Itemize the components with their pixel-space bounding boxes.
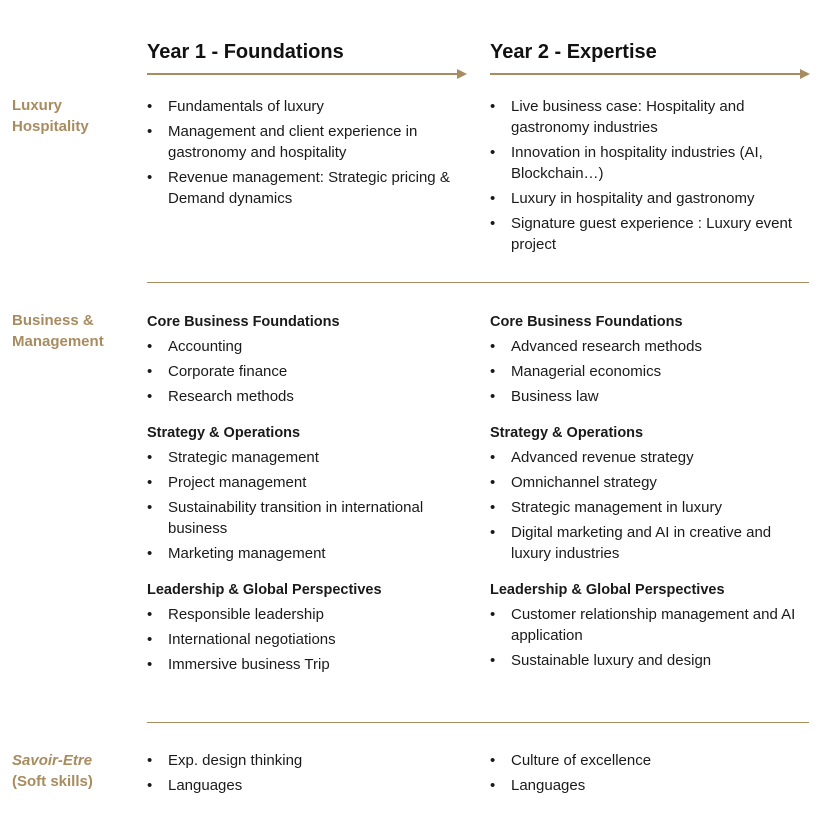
list-item: • Exp. design thinking bbox=[147, 752, 303, 769]
section-label-soft-skills bbox=[12, 750, 132, 792]
year2-arrow-icon bbox=[490, 68, 810, 80]
business-year2 bbox=[490, 312, 810, 687]
bullet-icon: • bbox=[147, 98, 153, 115]
bullet-icon: • bbox=[147, 656, 153, 673]
list-item: • Digital marketing and AI in creative and luxury industries bbox=[490, 524, 772, 562]
bullet-icon: • bbox=[147, 449, 153, 466]
subheading: Strategy & Operations bbox=[147, 425, 301, 441]
business-year1-group-strategy bbox=[147, 423, 467, 564]
list-item: • Immersive business Trip bbox=[147, 656, 330, 673]
bullet-icon: • bbox=[490, 338, 496, 355]
bullet-icon: • bbox=[147, 338, 153, 355]
business-year1 bbox=[147, 312, 467, 691]
bullet-icon: • bbox=[490, 144, 496, 161]
luxury-year1-list bbox=[147, 96, 467, 213]
list-item: • Languages bbox=[147, 777, 243, 794]
list-item: • Business law bbox=[490, 388, 599, 405]
list-item: • Managerial economics bbox=[490, 363, 662, 380]
bullet-icon: • bbox=[147, 169, 153, 186]
list-item: • Research methods bbox=[147, 388, 294, 405]
business-year2-group-leadership bbox=[490, 580, 810, 671]
list-item: • Fundamentals of luxury bbox=[147, 98, 324, 115]
list-item: • Signature guest experience : Luxury event project bbox=[490, 215, 793, 253]
business-year1-group-leadership bbox=[147, 580, 467, 675]
bullet-icon: • bbox=[147, 777, 153, 794]
bullet-icon: • bbox=[490, 752, 496, 769]
list-item: • Revenue management: Strategic pricing & Demand dynamics bbox=[147, 169, 450, 207]
list-item: • Omnichannel strategy bbox=[490, 474, 657, 491]
subheading: Strategy & Operations bbox=[490, 425, 644, 441]
luxury-year2-list bbox=[490, 96, 808, 259]
bullet-icon: • bbox=[147, 388, 153, 405]
bullet-icon: • bbox=[490, 388, 496, 405]
year1-arrow-icon bbox=[147, 68, 467, 80]
bullet-icon: • bbox=[147, 363, 153, 380]
list-item: • Marketing management bbox=[147, 545, 326, 562]
year1-title: Year 1 - Foundations bbox=[147, 41, 344, 63]
bullet-icon: • bbox=[147, 123, 153, 140]
year2-title: Year 2 - Expertise bbox=[490, 41, 657, 63]
soft-year2-list bbox=[490, 750, 810, 800]
soft-skills-label-line2: (Soft skills) bbox=[12, 773, 93, 790]
bullet-icon: • bbox=[147, 606, 153, 623]
business-year1-group-core bbox=[147, 312, 467, 407]
list-item: • Sustainability transition in international business bbox=[147, 499, 424, 537]
list-item: • Live business case: Hospitality and gastronomy industries bbox=[490, 98, 745, 136]
subheading: Core Business Foundations bbox=[490, 314, 683, 330]
list-item: • Strategic management in luxury bbox=[490, 499, 722, 516]
bullet-icon: • bbox=[490, 777, 496, 794]
bullet-icon: • bbox=[490, 652, 496, 669]
list-item: • Culture of excellence bbox=[490, 752, 652, 769]
divider-1 bbox=[147, 282, 809, 283]
divider-2 bbox=[147, 722, 809, 723]
list-item: • Innovation in hospitality industries (AI, Blockchain…) bbox=[490, 144, 763, 182]
bullet-icon: • bbox=[147, 752, 153, 769]
list-item: • Languages bbox=[490, 777, 586, 794]
list-item: • Corporate finance bbox=[147, 363, 288, 380]
subheading: Leadership & Global Perspectives bbox=[147, 582, 382, 598]
list-item: • Accounting bbox=[147, 338, 243, 355]
bullet-icon: • bbox=[147, 499, 153, 516]
bullet-icon: • bbox=[490, 449, 496, 466]
list-item: • Sustainable luxury and design bbox=[490, 652, 712, 669]
list-item: • Luxury in hospitality and gastronomy bbox=[490, 190, 755, 207]
bullet-icon: • bbox=[147, 545, 153, 562]
section-label-luxury: Luxury Hospitality bbox=[12, 97, 89, 135]
bullet-icon: • bbox=[490, 499, 496, 516]
subheading: Leadership & Global Perspectives bbox=[490, 582, 725, 598]
list-item: • Project management bbox=[147, 474, 307, 491]
bullet-icon: • bbox=[490, 190, 496, 207]
bullet-icon: • bbox=[490, 524, 496, 541]
business-year2-group-strategy bbox=[490, 423, 810, 564]
bullet-icon: • bbox=[147, 474, 153, 491]
bullet-icon: • bbox=[490, 98, 496, 115]
list-item: • Strategic management bbox=[147, 449, 319, 466]
bullet-icon: • bbox=[490, 363, 496, 380]
subheading: Core Business Foundations bbox=[147, 314, 340, 330]
bullet-icon: • bbox=[147, 631, 153, 648]
business-year2-group-core bbox=[490, 312, 810, 407]
list-item: • Responsible leadership bbox=[147, 606, 324, 623]
list-item: • Customer relationship management and AI application bbox=[490, 606, 796, 644]
bullet-icon: • bbox=[490, 474, 496, 491]
soft-skills-label-line1: Savoir-Etre bbox=[12, 752, 93, 769]
bullet-icon: • bbox=[490, 606, 496, 623]
soft-year1-list bbox=[147, 750, 467, 800]
section-label-business: Business & Management bbox=[12, 312, 104, 350]
list-item: • International negotiations bbox=[147, 631, 336, 648]
bullet-icon: • bbox=[490, 215, 496, 232]
list-item: • Advanced revenue strategy bbox=[490, 449, 694, 466]
list-item: • Management and client experience in gastronomy and hospitality bbox=[147, 123, 418, 161]
list-item: • Advanced research methods bbox=[490, 338, 702, 355]
